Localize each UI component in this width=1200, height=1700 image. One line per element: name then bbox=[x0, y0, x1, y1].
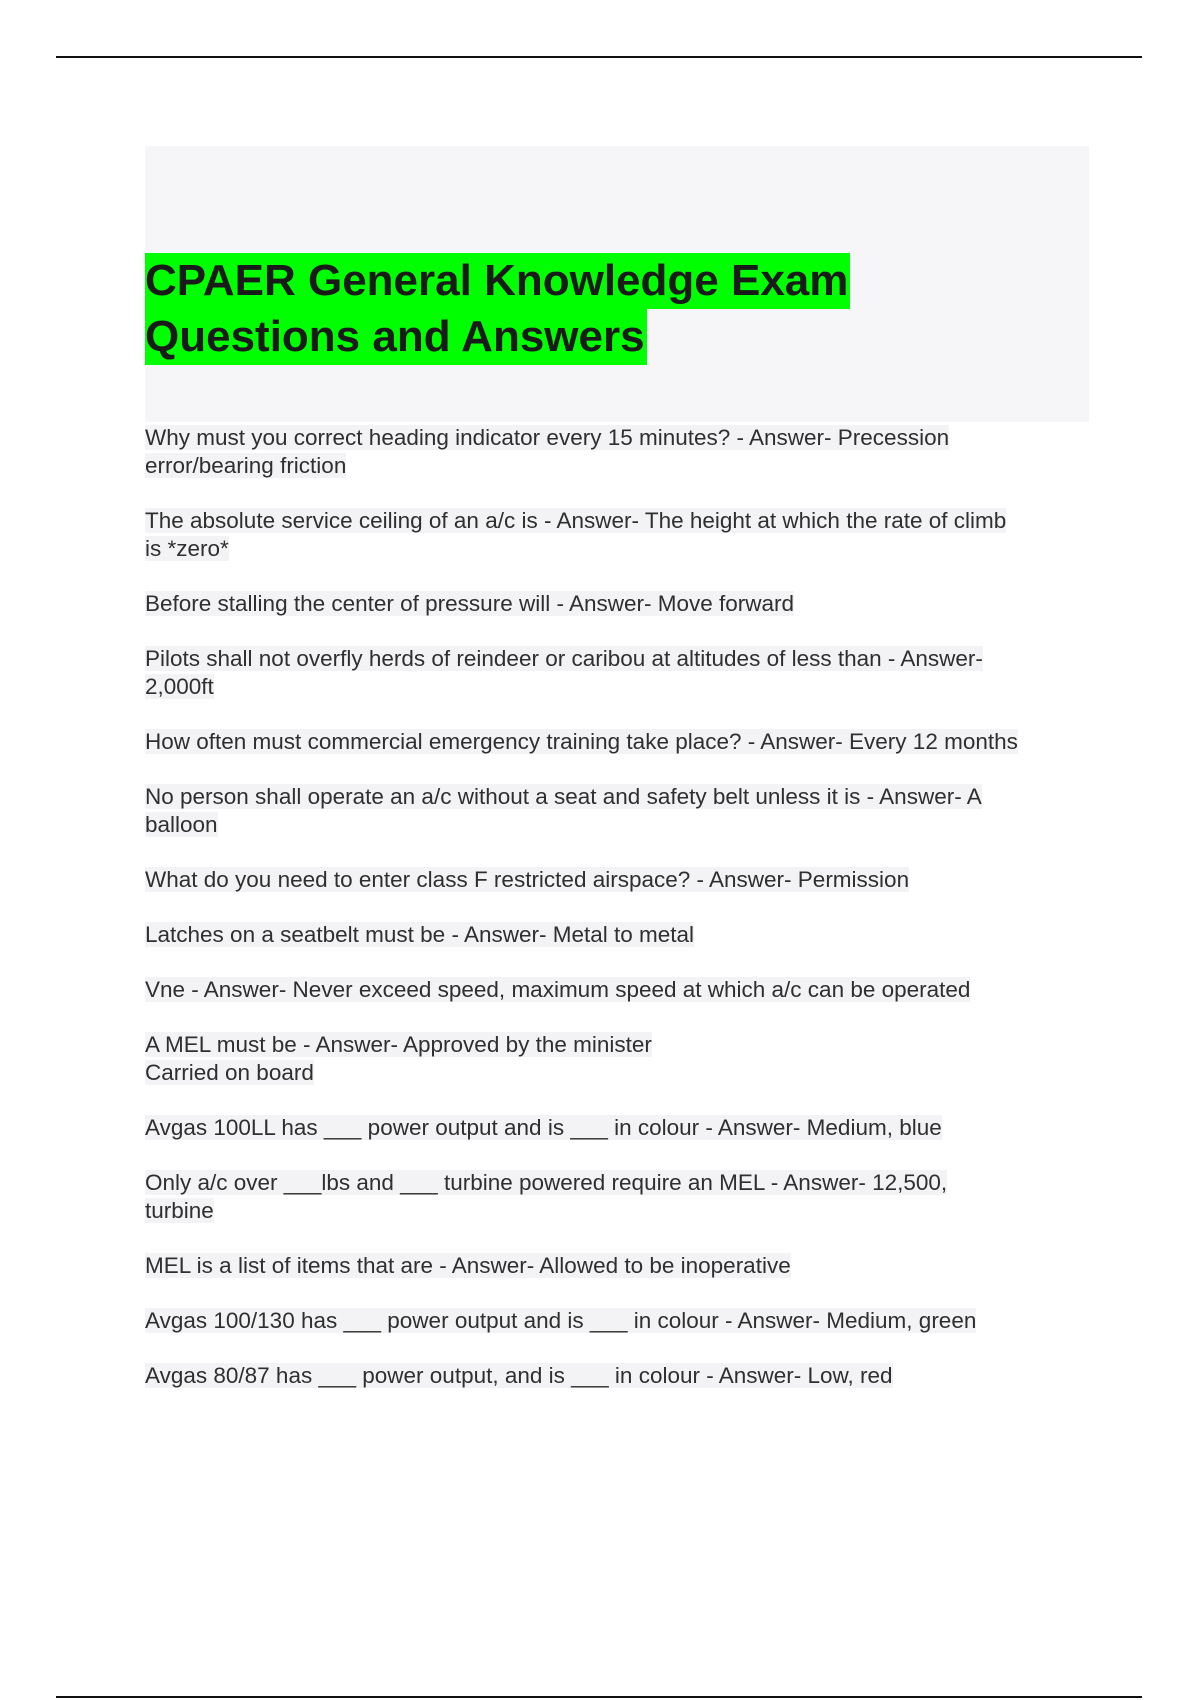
qa-text: Pilots shall not overfly herds of reindeer or caribou at altitudes of less than - Answer- 2,000ft bbox=[145, 646, 983, 699]
qa-item bbox=[145, 1031, 1089, 1087]
qa-text: A MEL must be - Answer- Approved by the minister Carried on board bbox=[145, 1032, 652, 1085]
qa-item bbox=[145, 590, 1089, 618]
bottom-rule bbox=[56, 1696, 1142, 1698]
qa-text: Vne - Answer- Never exceed speed, maximum speed at which a/c can be operated bbox=[145, 977, 971, 1002]
qa-list bbox=[145, 424, 1089, 1417]
qa-text: How often must commercial emergency training take place? - Answer- Every 12 months bbox=[145, 729, 1018, 754]
qa-item bbox=[145, 1169, 1089, 1225]
page-title bbox=[145, 253, 850, 365]
qa-text: Before stalling the center of pressure will - Answer- Move forward bbox=[145, 591, 795, 616]
qa-text: Latches on a seatbelt must be - Answer- Metal to metal bbox=[145, 922, 695, 947]
qa-item bbox=[145, 976, 1089, 1004]
qa-text: No person shall operate an a/c without a seat and safety belt unless it is - Answer- A balloon bbox=[145, 784, 982, 837]
qa-item bbox=[145, 728, 1089, 756]
qa-item bbox=[145, 1252, 1089, 1280]
qa-item bbox=[145, 921, 1089, 949]
qa-item bbox=[145, 1114, 1089, 1142]
qa-item bbox=[145, 424, 1089, 480]
qa-text: What do you need to enter class F restricted airspace? - Answer- Permission bbox=[145, 867, 910, 892]
qa-text: Why must you correct heading indicator every 15 minutes? - Answer- Precession error/bearing friction bbox=[145, 425, 950, 478]
qa-text: Only a/c over ___lbs and ___ turbine powered require an MEL - Answer- 12,500, turbine bbox=[145, 1170, 948, 1223]
qa-item bbox=[145, 1362, 1089, 1390]
top-rule bbox=[56, 56, 1142, 58]
qa-text: Avgas 80/87 has ___ power output, and is ___ in colour - Answer- Low, red bbox=[145, 1363, 893, 1388]
qa-item bbox=[145, 507, 1089, 563]
qa-text: MEL is a list of items that are - Answer- Allowed to be inoperative bbox=[145, 1253, 791, 1278]
qa-text: Avgas 100/130 has ___ power output and is ___ in colour - Answer- Medium, green bbox=[145, 1308, 977, 1333]
qa-item bbox=[145, 645, 1089, 701]
qa-item bbox=[145, 783, 1089, 839]
qa-item bbox=[145, 866, 1089, 894]
qa-text: Avgas 100LL has ___ power output and is ___ in colour - Answer- Medium, blue bbox=[145, 1115, 942, 1140]
title-line-1: CPAER General Knowledge Exam bbox=[145, 253, 850, 309]
title-line-2: Questions and Answers bbox=[145, 309, 647, 365]
qa-text: The absolute service ceiling of an a/c is - Answer- The height at which the rate of climb is *zero* bbox=[145, 508, 1007, 561]
qa-item bbox=[145, 1307, 1089, 1335]
